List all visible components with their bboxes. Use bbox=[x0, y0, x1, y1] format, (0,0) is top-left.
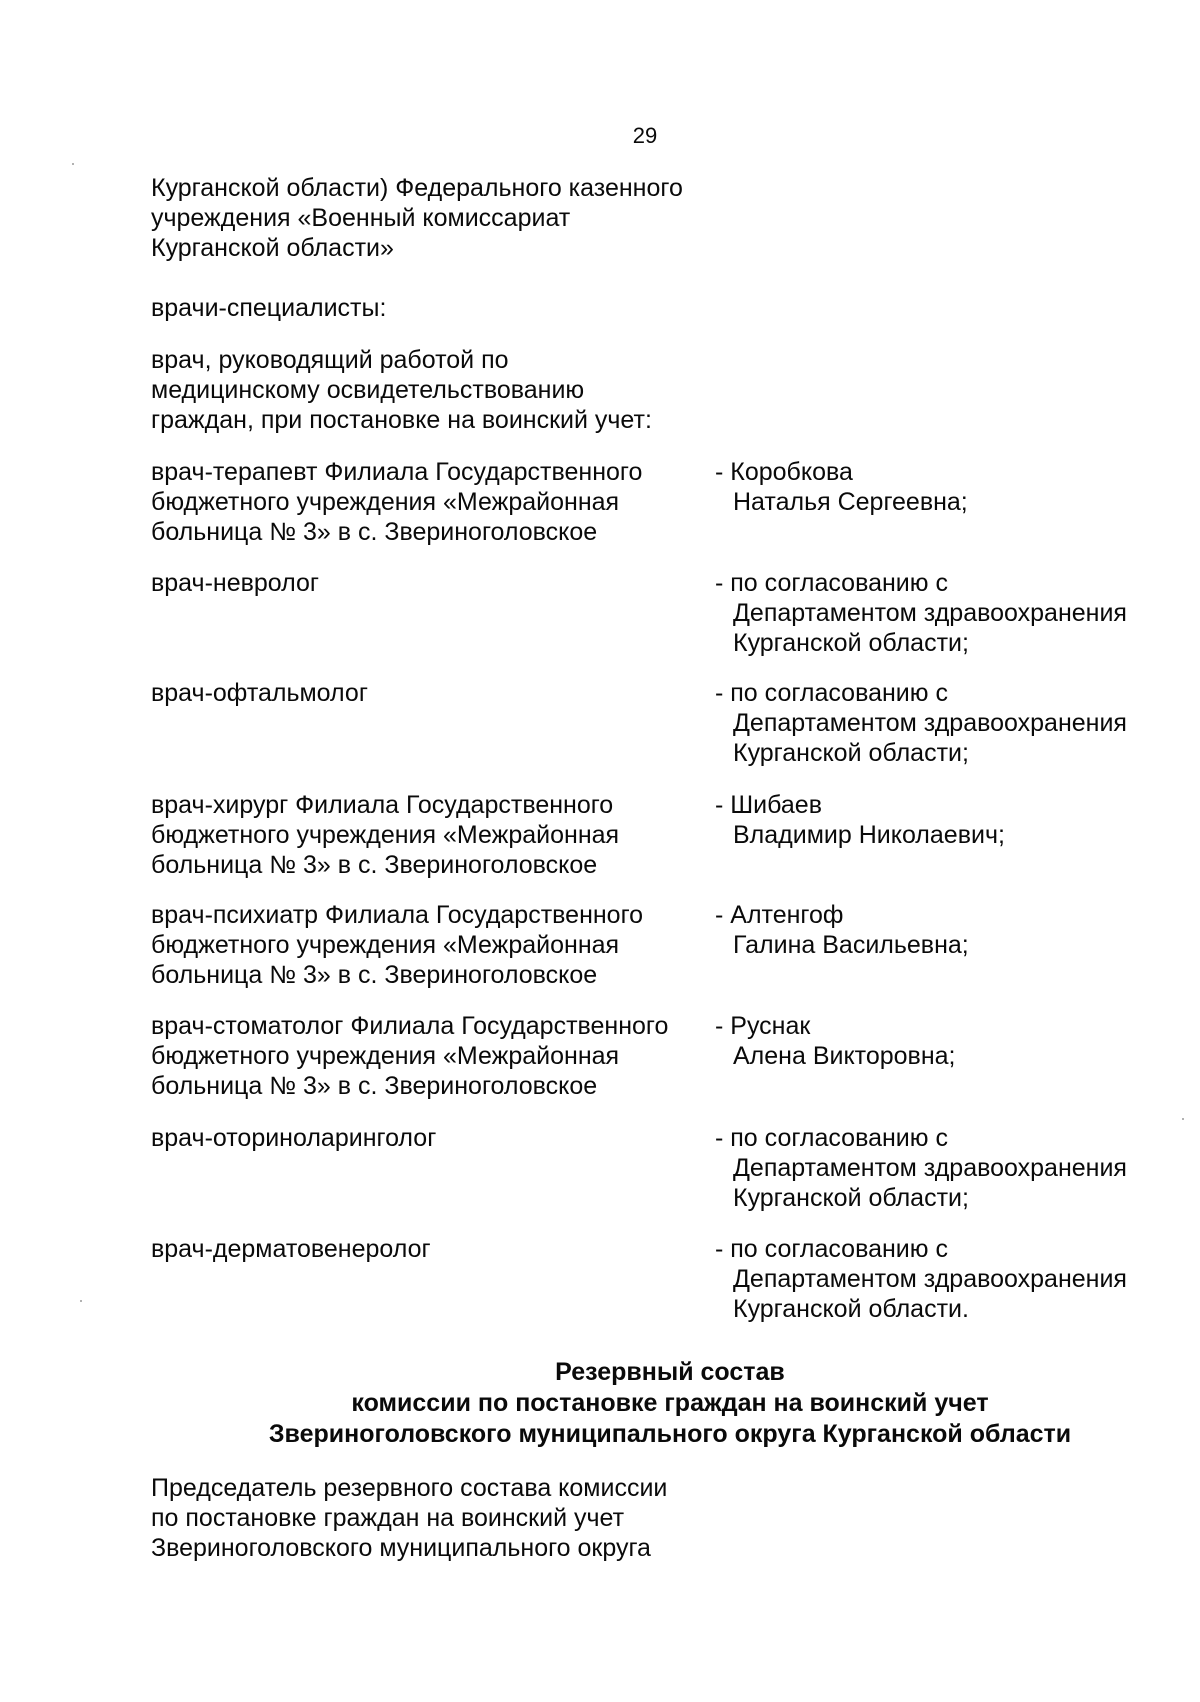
member-person bbox=[715, 1234, 1127, 1324]
intro-line: Курганской области) Федерального казенного bbox=[151, 174, 683, 202]
person-line: Владимир Николаевич; bbox=[733, 821, 1005, 849]
person-line: - по согласованию с bbox=[715, 1235, 948, 1263]
member-person bbox=[715, 568, 1127, 658]
reserve-title-line: Резервный состав bbox=[555, 1358, 785, 1386]
intro-line: учреждения «Военный комиссариат bbox=[151, 204, 571, 232]
chair-line: Председатель резервного состава комиссии bbox=[151, 1474, 668, 1502]
person-line: Департаментом здравоохранения bbox=[733, 709, 1127, 737]
lead-doctor-line: граждан, при постановке на воинский учет: bbox=[151, 406, 652, 434]
person-line: - Коробкова bbox=[715, 458, 853, 486]
member-role bbox=[151, 1011, 668, 1101]
person-line: Алена Викторовна; bbox=[733, 1042, 956, 1070]
scan-speck bbox=[1182, 1118, 1184, 1120]
person-line: Департаментом здравоохранения bbox=[733, 1154, 1127, 1182]
member-role bbox=[151, 457, 642, 547]
person-line: - по согласованию с bbox=[715, 679, 948, 707]
scan-speck bbox=[80, 1300, 82, 1302]
person-line: Курганской области; bbox=[733, 629, 969, 657]
role-line: больница № 3» в с. Звериноголовское bbox=[151, 961, 598, 989]
person-line: Курганской области; bbox=[733, 1184, 969, 1212]
role-line: больница № 3» в с. Звериноголовское bbox=[151, 851, 598, 879]
member-role bbox=[151, 790, 619, 880]
person-line: - по согласованию с bbox=[715, 1124, 948, 1152]
page-number: 29 bbox=[632, 123, 658, 148]
role-line: больница № 3» в с. Звериноголовское bbox=[151, 1072, 598, 1100]
role-line: бюджетного учреждения «Межрайонная bbox=[151, 931, 620, 959]
person-line: - по согласованию с bbox=[715, 569, 948, 597]
specialists-heading: врачи-специалисты: bbox=[151, 294, 387, 322]
role-line: врач-стоматолог Филиала Государственного bbox=[151, 1012, 669, 1040]
chair-line: по постановке граждан на воинский учет bbox=[151, 1504, 625, 1532]
person-line: Департаментом здравоохранения bbox=[733, 599, 1127, 627]
role-line: врач-оториноларинголог bbox=[151, 1124, 437, 1152]
member-role bbox=[151, 568, 319, 598]
person-line: Галина Васильевна; bbox=[733, 931, 969, 959]
person-line: Наталья Сергеевна; bbox=[733, 488, 968, 516]
person-line: Курганской области; bbox=[733, 739, 969, 767]
person-line: - Шибаев bbox=[715, 791, 822, 819]
role-line: врач-психиатр Филиала Государственного bbox=[151, 901, 644, 929]
lead-doctor-paragraph bbox=[151, 345, 652, 435]
member-person bbox=[715, 678, 1127, 768]
role-line: бюджетного учреждения «Межрайонная bbox=[151, 821, 620, 849]
role-line: врач-дерматовенеролог bbox=[151, 1235, 431, 1263]
person-line: Курганской области. bbox=[733, 1295, 969, 1323]
intro-line: Курганской области» bbox=[151, 234, 394, 262]
member-role bbox=[151, 678, 368, 708]
role-line: врач-хирург Филиала Государственного bbox=[151, 791, 614, 819]
member-role bbox=[151, 1123, 436, 1153]
member-person bbox=[715, 790, 1005, 850]
person-line: - Алтенгоф bbox=[715, 901, 844, 929]
role-line: врач-терапевт Филиала Государственного bbox=[151, 458, 643, 486]
chair-line: Звериноголовского муниципального округа bbox=[151, 1534, 651, 1562]
member-role bbox=[151, 900, 643, 990]
reserve-title-line: Звериноголовского муниципального округа Курганской области bbox=[268, 1420, 1072, 1448]
reserve-section-title bbox=[230, 1357, 1110, 1450]
intro-paragraph bbox=[151, 173, 683, 263]
lead-doctor-line: медицинскому освидетельствованию bbox=[151, 376, 585, 404]
member-person bbox=[715, 457, 968, 517]
member-person bbox=[715, 900, 969, 960]
member-person bbox=[715, 1123, 1127, 1213]
member-person bbox=[715, 1011, 956, 1071]
role-line: больница № 3» в с. Звериноголовское bbox=[151, 518, 598, 546]
member-role bbox=[151, 1234, 431, 1264]
role-line: врач-невролог bbox=[151, 569, 320, 597]
role-line: врач-офтальмолог bbox=[151, 679, 368, 707]
scan-speck bbox=[72, 163, 74, 165]
person-line: Департаментом здравоохранения bbox=[733, 1265, 1127, 1293]
person-line: - Руснак bbox=[715, 1012, 811, 1040]
reserve-title-line: комиссии по постановке граждан на воинский учет bbox=[351, 1389, 989, 1417]
role-line: бюджетного учреждения «Межрайонная bbox=[151, 1042, 620, 1070]
chair-paragraph bbox=[151, 1473, 667, 1563]
lead-doctor-line: врач, руководящий работой по bbox=[151, 346, 509, 374]
role-line: бюджетного учреждения «Межрайонная bbox=[151, 488, 620, 516]
